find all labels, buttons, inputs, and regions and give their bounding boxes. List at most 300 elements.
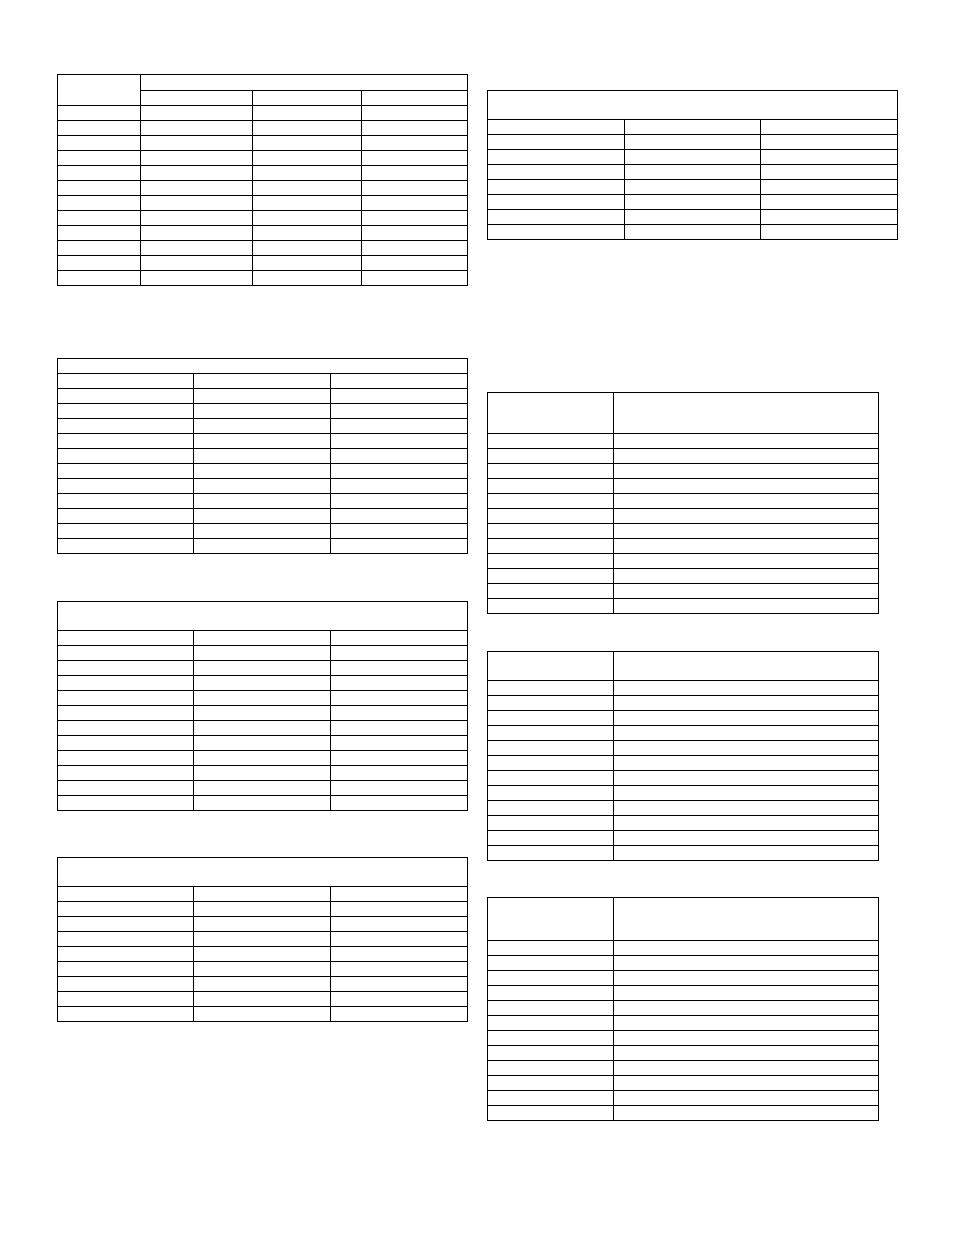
table-cell: [194, 449, 331, 464]
table-cell: [614, 539, 879, 554]
table-cell: [58, 646, 194, 661]
table-cell: [58, 434, 194, 449]
table-cell: [614, 569, 879, 584]
table-cell: [488, 986, 614, 1001]
table-cell: [194, 766, 331, 781]
table-cell: [141, 256, 253, 271]
table-row: [488, 956, 879, 971]
table-cell: [253, 256, 362, 271]
header-cell: [58, 75, 141, 106]
table-cell: [331, 464, 468, 479]
table-cell: [488, 696, 614, 711]
table-cell: [331, 389, 468, 404]
table-cell: [488, 524, 614, 539]
table-cell: [614, 1061, 879, 1076]
table-row: [488, 1001, 879, 1016]
table-cell: [141, 166, 253, 181]
table-cell: [625, 180, 761, 195]
table-cell: [194, 631, 331, 646]
table-cell: [58, 271, 141, 286]
table-cell: [58, 524, 194, 539]
table-cell: [58, 494, 194, 509]
table-cell: [331, 751, 468, 766]
table-cell: [141, 106, 253, 121]
table-cell: [141, 211, 253, 226]
header-cell: [58, 602, 468, 631]
table-cell: [488, 741, 614, 756]
table-cell: [194, 464, 331, 479]
table-cell: [331, 947, 468, 962]
table-cell: [614, 599, 879, 614]
table-row: [488, 831, 879, 846]
table-cell: [488, 569, 614, 584]
table-cell: [194, 676, 331, 691]
table-cell: [58, 464, 194, 479]
table-cell: [194, 524, 331, 539]
table-row: [58, 932, 468, 947]
table-cell: [331, 434, 468, 449]
table-cell: [488, 195, 625, 210]
table-cell: [488, 1016, 614, 1031]
table-row: [488, 756, 879, 771]
table-row: [488, 1031, 879, 1046]
table-bottom-left-body: [58, 858, 468, 1022]
table-cell: [614, 681, 879, 696]
table-cell: [488, 210, 625, 225]
table-cell: [488, 846, 614, 861]
table-cell: [488, 464, 614, 479]
table-bottom-left: [57, 857, 468, 1022]
table-cell: [58, 181, 141, 196]
table-cell: [194, 887, 331, 902]
table-cell: [194, 389, 331, 404]
table-cell: [194, 736, 331, 751]
table-top-right-body: [488, 91, 898, 240]
table-cell: [253, 166, 362, 181]
table-cell: [331, 404, 468, 419]
table-row: [488, 524, 879, 539]
table-cell: [488, 711, 614, 726]
table-cell: [614, 771, 879, 786]
table-cell: [614, 554, 879, 569]
table-cell: [194, 404, 331, 419]
table-cell: [362, 271, 468, 286]
table-cell: [58, 691, 194, 706]
table-cell: [614, 1106, 879, 1121]
table-cell: [614, 1031, 879, 1046]
table-row: [488, 726, 879, 741]
table-cell: [58, 374, 194, 389]
table-header-row: [488, 393, 879, 434]
table-cell: [488, 135, 625, 150]
table-right-3: [487, 897, 879, 1121]
table-cell: [253, 136, 362, 151]
table-row: [58, 977, 468, 992]
table-header-row: [58, 359, 468, 374]
table-cell: [614, 846, 879, 861]
table-cell: [614, 941, 879, 956]
table-row: [58, 766, 468, 781]
table-cell: [58, 196, 141, 211]
table-cell: [761, 150, 898, 165]
table-cell: [194, 992, 331, 1007]
table-cell: [362, 166, 468, 181]
table-cell: [58, 977, 194, 992]
table-cell: [58, 751, 194, 766]
table-cell: [331, 962, 468, 977]
table-row: [58, 479, 468, 494]
header-cell: [58, 858, 468, 887]
table-row: [488, 225, 898, 240]
table-cell: [625, 225, 761, 240]
table-cell: [488, 941, 614, 956]
table-cell: [58, 121, 141, 136]
table-row: [488, 801, 879, 816]
table-mid-left-2-body: [58, 602, 468, 811]
table-cell: [194, 509, 331, 524]
table-cell: [253, 196, 362, 211]
table-cell: [331, 646, 468, 661]
table-cell: [194, 781, 331, 796]
table-cell: [331, 1007, 468, 1022]
table-cell: [488, 1031, 614, 1046]
table-cell: [488, 150, 625, 165]
table-cell: [331, 661, 468, 676]
header-cell: [614, 393, 879, 434]
table-cell: [58, 1007, 194, 1022]
table-row: [58, 136, 468, 151]
table-right-1-body: [488, 393, 879, 614]
table-cell: [488, 786, 614, 801]
table-cell: [194, 962, 331, 977]
table-cell: [614, 524, 879, 539]
table-cell: [331, 736, 468, 751]
table-cell: [331, 781, 468, 796]
table-cell: [614, 801, 879, 816]
table-cell: [58, 211, 141, 226]
table-cell: [362, 181, 468, 196]
table-cell: [58, 947, 194, 962]
table-cell: [614, 1091, 879, 1106]
table-cell: [488, 494, 614, 509]
table-cell: [194, 751, 331, 766]
table-cell: [331, 419, 468, 434]
table-cell: [331, 796, 468, 811]
table-top-left: [57, 74, 468, 286]
table-cell: [761, 210, 898, 225]
table-cell: [58, 676, 194, 691]
table-cell: [194, 494, 331, 509]
table-cell: [614, 1001, 879, 1016]
table-cell: [194, 691, 331, 706]
table-cell: [614, 509, 879, 524]
header-cell: [614, 652, 879, 681]
table-row: [488, 941, 879, 956]
table-row: [58, 166, 468, 181]
table-row: [488, 165, 898, 180]
table-cell: [253, 241, 362, 256]
table-cell: [141, 241, 253, 256]
table-row: [58, 374, 468, 389]
table-cell: [362, 151, 468, 166]
table-cell: [253, 226, 362, 241]
table-cell: [488, 1061, 614, 1076]
table-row: [488, 479, 879, 494]
table-cell: [761, 180, 898, 195]
table-cell: [614, 986, 879, 1001]
table-cell: [58, 932, 194, 947]
table-cell: [194, 479, 331, 494]
table-cell: [58, 256, 141, 271]
table-cell: [488, 956, 614, 971]
table-cell: [58, 419, 194, 434]
table-cell: [194, 902, 331, 917]
table-row: [488, 554, 879, 569]
header-cell: [488, 652, 614, 681]
table-cell: [58, 631, 194, 646]
table-cell: [331, 977, 468, 992]
table-cell: [58, 766, 194, 781]
table-cell: [58, 151, 141, 166]
table-cell: [331, 676, 468, 691]
table-cell: [488, 509, 614, 524]
table-mid-left-1: [57, 358, 468, 554]
table-cell: [614, 741, 879, 756]
table-cell: [194, 374, 331, 389]
table-cell: [331, 374, 468, 389]
table-cell: [331, 631, 468, 646]
table-row: [488, 1091, 879, 1106]
table-cell: [362, 241, 468, 256]
table-cell: [614, 956, 879, 971]
table-row: [488, 741, 879, 756]
table-cell: [194, 977, 331, 992]
table-cell: [761, 120, 898, 135]
table-cell: [625, 195, 761, 210]
table-cell: [761, 225, 898, 240]
table-row: [58, 631, 468, 646]
table-cell: [194, 721, 331, 736]
table-cell: [58, 796, 194, 811]
table-row: [58, 494, 468, 509]
header-cell: [488, 91, 898, 120]
table-row: [488, 120, 898, 135]
table-cell: [58, 479, 194, 494]
table-top-left-body: [58, 75, 468, 286]
table-header-row: [488, 652, 879, 681]
table-row: [488, 135, 898, 150]
table-cell: [488, 180, 625, 195]
table-cell: [331, 887, 468, 902]
table-mid-left-2: [57, 601, 468, 811]
table-cell: [331, 539, 468, 554]
table-cell: [58, 389, 194, 404]
table-row: [488, 696, 879, 711]
table-cell: [58, 902, 194, 917]
table-cell: [614, 971, 879, 986]
table-cell: [331, 721, 468, 736]
table-row: [488, 816, 879, 831]
header-cell: [488, 898, 614, 941]
table-top-right: [487, 90, 898, 240]
table-cell: [331, 706, 468, 721]
table-row: [58, 449, 468, 464]
table-right-1: [487, 392, 879, 614]
table-cell: [488, 726, 614, 741]
table-cell: [362, 256, 468, 271]
table-cell: [614, 756, 879, 771]
table-row: [58, 539, 468, 554]
table-row: [488, 971, 879, 986]
header-cell: [141, 75, 468, 91]
table-cell: [614, 786, 879, 801]
table-cell: [331, 917, 468, 932]
table-cell: [488, 1046, 614, 1061]
table-row: [58, 389, 468, 404]
table-row: [58, 887, 468, 902]
table-cell: [488, 831, 614, 846]
table-cell: [488, 801, 614, 816]
table-cell: [58, 106, 141, 121]
table-cell: [331, 932, 468, 947]
table-cell: [253, 106, 362, 121]
table-row: [58, 211, 468, 226]
table-cell: [58, 226, 141, 241]
table-cell: [488, 479, 614, 494]
table-row: [58, 1007, 468, 1022]
table-row: [488, 771, 879, 786]
table-cell: [194, 932, 331, 947]
table-cell: [362, 106, 468, 121]
table-row: [58, 226, 468, 241]
table-cell: [761, 195, 898, 210]
table-cell: [614, 449, 879, 464]
table-row: [488, 786, 879, 801]
table-row: [488, 1016, 879, 1031]
table-cell: [488, 120, 625, 135]
table-header-row: [58, 858, 468, 887]
table-cell: [614, 696, 879, 711]
table-cell: [488, 449, 614, 464]
table-cell: [253, 211, 362, 226]
table-cell: [488, 539, 614, 554]
table-row: [488, 1076, 879, 1091]
table-header-row: [58, 75, 468, 91]
table-cell: [141, 226, 253, 241]
table-row: [488, 539, 879, 554]
table-cell: [331, 494, 468, 509]
table-cell: [625, 120, 761, 135]
header-cell: [58, 359, 468, 374]
table-row: [58, 796, 468, 811]
table-cell: [488, 1001, 614, 1016]
table-cell: [488, 756, 614, 771]
table-cell: [58, 781, 194, 796]
header-cell: [362, 90, 468, 106]
table-row: [58, 917, 468, 932]
table-cell: [362, 226, 468, 241]
table-cell: [58, 962, 194, 977]
table-row: [488, 681, 879, 696]
table-cell: [362, 121, 468, 136]
table-cell: [488, 434, 614, 449]
table-cell: [194, 646, 331, 661]
table-cell: [488, 816, 614, 831]
table-cell: [58, 661, 194, 676]
table-cell: [614, 434, 879, 449]
table-row: [488, 1061, 879, 1076]
table-row: [488, 434, 879, 449]
table-cell: [58, 992, 194, 1007]
table-cell: [488, 165, 625, 180]
table-row: [488, 449, 879, 464]
table-cell: [614, 831, 879, 846]
table-row: [488, 509, 879, 524]
table-header-row: [488, 898, 879, 941]
table-cell: [488, 971, 614, 986]
table-cell: [58, 509, 194, 524]
table-row: [58, 962, 468, 977]
table-row: [58, 751, 468, 766]
table-row: [58, 434, 468, 449]
table-cell: [141, 136, 253, 151]
table-cell: [58, 166, 141, 181]
table-cell: [194, 947, 331, 962]
table-cell: [194, 419, 331, 434]
table-cell: [614, 1076, 879, 1091]
table-cell: [614, 464, 879, 479]
table-cell: [141, 196, 253, 211]
table-row: [488, 1106, 879, 1121]
table-cell: [194, 661, 331, 676]
table-row: [58, 404, 468, 419]
table-cell: [331, 902, 468, 917]
table-cell: [58, 404, 194, 419]
table-cell: [625, 150, 761, 165]
table-right-2-body: [488, 652, 879, 861]
table-cell: [253, 151, 362, 166]
table-row: [58, 676, 468, 691]
table-cell: [488, 681, 614, 696]
table-row: [58, 241, 468, 256]
table-row: [488, 569, 879, 584]
table-row: [58, 121, 468, 136]
table-row: [488, 1046, 879, 1061]
table-header-row: [58, 602, 468, 631]
table-row: [58, 181, 468, 196]
table-cell: [331, 449, 468, 464]
table-row: [58, 992, 468, 1007]
table-cell: [488, 225, 625, 240]
table-cell: [488, 1106, 614, 1121]
table-cell: [331, 524, 468, 539]
table-cell: [331, 509, 468, 524]
table-right-2: [487, 651, 879, 861]
table-cell: [253, 181, 362, 196]
table-cell: [488, 554, 614, 569]
table-row: [58, 106, 468, 121]
table-row: [58, 646, 468, 661]
table-row: [488, 599, 879, 614]
table-cell: [625, 165, 761, 180]
table-cell: [141, 151, 253, 166]
table-cell: [58, 241, 141, 256]
table-cell: [625, 210, 761, 225]
table-mid-left-1-body: [58, 359, 468, 554]
table-cell: [614, 1016, 879, 1031]
table-cell: [58, 887, 194, 902]
table-cell: [141, 181, 253, 196]
